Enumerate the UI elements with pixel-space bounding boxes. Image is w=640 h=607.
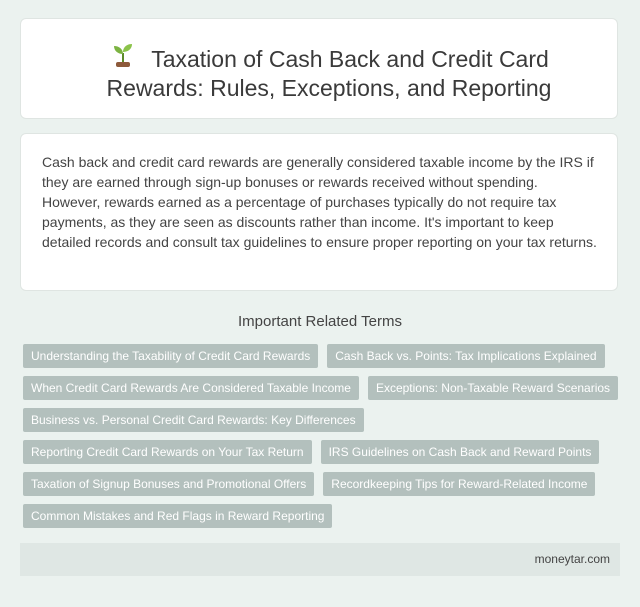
title-card: [20, 18, 618, 119]
related-term-tag[interactable]: Understanding the Taxability of Credit Card Rewards: [23, 344, 318, 368]
related-term-tag[interactable]: Exceptions: Non-Taxable Reward Scenarios: [368, 376, 618, 400]
related-term-tag[interactable]: Recordkeeping Tips for Reward-Related Income: [323, 472, 595, 496]
page-title: [81, 41, 577, 103]
related-term-tag[interactable]: Cash Back vs. Points: Tax Implications Explained: [327, 344, 604, 368]
footer-site-link[interactable]: moneytar.com: [534, 552, 610, 566]
related-terms-heading: Important Related Terms: [238, 313, 402, 330]
related-term-tag[interactable]: Reporting Credit Card Rewards on Your Tax Return: [23, 440, 312, 464]
related-term-tag[interactable]: Business vs. Personal Credit Card Rewards: Key Differences: [23, 408, 364, 432]
related-term-tag[interactable]: When Credit Card Rewards Are Considered Taxable Income: [23, 376, 359, 400]
related-term-tag[interactable]: Common Mistakes and Red Flags in Reward Reporting: [23, 504, 332, 528]
related-terms-list: [23, 344, 623, 528]
description-card: [20, 133, 618, 291]
footer: [20, 543, 620, 576]
sprout-icon: [109, 41, 137, 74]
related-term-tag[interactable]: IRS Guidelines on Cash Back and Reward Points: [321, 440, 600, 464]
related-term-tag[interactable]: Taxation of Signup Bonuses and Promotional Offers: [23, 472, 314, 496]
page-title-text: Taxation of Cash Back and Credit Card Rewards: Rules, Exceptions, and Reporting: [106, 46, 552, 101]
description-text: Cash back and credit card rewards are generally considered taxable income by the IRS if they are earned through sign-up bonuses or rewards received without spending. However, rewards earned as a percentage of purchases typically do not require tax payments, as they are seen as discounts rather than income. It's important to keep detailed records and consult tax guidelines to ensure proper reporting on your tax returns.: [42, 154, 597, 250]
